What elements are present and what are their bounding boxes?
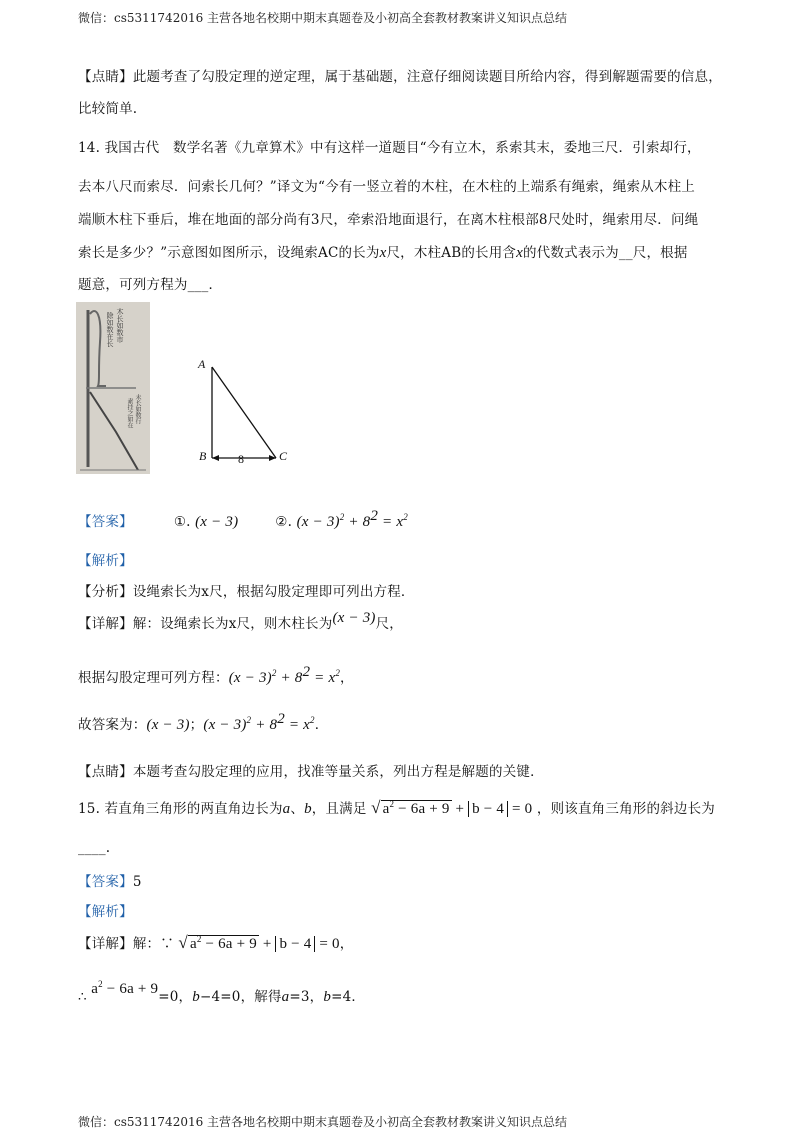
answer14-p2-rhs: = x bbox=[378, 514, 404, 530]
answer14-p1: (x − 3) bbox=[195, 514, 239, 530]
answer15-line: 【答案】5 bbox=[78, 874, 142, 890]
answer14-p1-label: ①. bbox=[173, 514, 191, 530]
q14-line5: 题意，可列方程为___． bbox=[78, 277, 223, 293]
fenxi-line: 【分析】设绳索长为x尺，根据勾股定理即可列出方程． bbox=[78, 584, 415, 600]
ancient-illustration-image bbox=[76, 302, 150, 474]
answer14-p2-label: ②. bbox=[275, 514, 293, 530]
q15-blank: ____. bbox=[78, 840, 111, 856]
xiangjie15-line: 【详解】解：∵ √ $a^2 - 6a + 9 + b - 4 = 0$， bbox=[78, 933, 354, 952]
answer14-row: 【答案】 ①. (x − 3) ②. $(x - 3)^2 + 8^2 = x^2$ bbox=[78, 508, 408, 530]
base-length-label: 8 bbox=[238, 452, 244, 466]
dianjing-2-line: 【点睛】本题考查勾股定理的应用，找准等量关系，列出方程是解题的关键． bbox=[78, 764, 544, 780]
xiangjie15-formula: √ $a^2 - 6a + 9 + b - 4 = 0$ bbox=[178, 933, 340, 952]
q14-line2: 去本八尺而索尽．问索长几何？”译文为“今有一竖立着的木柱，在木柱的上端系有绳索，绳索从木柱上 bbox=[78, 179, 696, 195]
vertex-c-label: C bbox=[279, 449, 288, 463]
dianjing-1-line1: 【点睛】此题考查了勾股定理的逆定理，属于基础题，注意仔细阅读题目所给内容，得到解题需要的信息， bbox=[78, 69, 722, 85]
guda-line: 故答案为：(x − 3)；$(x - 3)^2 + 8^2 = x^2$． bbox=[78, 711, 329, 733]
photo-bottom-text-2: 素挂之如在 bbox=[126, 398, 133, 428]
q14-line3: 端顺木柱下垂后，堆在地面的部分尚有3尺，牵索沿地面退行，在离木柱根部8尺处时，绳索用尽．问绳 bbox=[78, 212, 699, 228]
answer14-p2-rest: + 8 bbox=[344, 514, 371, 530]
q15-condition-formula: √ $a^2 - 6a + 9 + b - 4 = 0$ bbox=[371, 798, 533, 817]
page-header: 微信：cs5311742016 主营各地名校期中期末真题卷及小初高全套教材教案讲义知识点总结 bbox=[78, 11, 568, 25]
dianjing-1-line2: 比较简单. bbox=[78, 101, 138, 117]
jiexi-tag-1: 【解析】 bbox=[78, 553, 133, 569]
vertex-b-label: B bbox=[199, 449, 207, 463]
photo-top-text-2: 除如数在长 bbox=[106, 312, 114, 347]
gougu-line: 根据勾股定理可列方程：$(x - 3)^2 + 8^2 = x^2$， bbox=[78, 664, 354, 686]
xiangjie14-line: 【详解】解：设绳索长为x尺，则木柱长为(x − 3)尺， bbox=[78, 610, 404, 632]
vertex-a-label: A bbox=[198, 357, 206, 371]
q14-line1: 14. 我国古代 数学名著《九章算术》中有这样一道题目“今有立木，系索其末，委地三尺．引索却行， bbox=[78, 140, 701, 156]
triangle-diagram bbox=[195, 355, 305, 470]
jiexi-tag-2: 【解析】 bbox=[78, 904, 133, 920]
photo-bottom-text-1: 未长如数行 bbox=[134, 394, 141, 424]
therefore-formula: $a^2 - 6a + 9$ bbox=[91, 979, 159, 997]
answer14-tag: 【答案】 bbox=[78, 514, 133, 530]
triangle-lines bbox=[195, 355, 305, 470]
q15-line1: 15. 若直角三角形的两直角边长为a、b，且满足 √ $a^2 - 6a + 9 + b - 4 = 0$ ，则该直角三角形的斜边长为 bbox=[78, 798, 715, 817]
photo-top-text-1: 木长如数市 bbox=[116, 308, 124, 343]
q14-line4: 索长是多少？”示意图如图所示，设绳索AC的长为x尺，木柱AB的长用含x的代数式表示为__尺，根据 bbox=[78, 245, 688, 261]
therefore-line: ∴ $a^2 - 6a + 9=0$，b−4=0，解得a=3，b=4． bbox=[78, 979, 366, 1005]
answer14-p2-lhs: (x − 3) bbox=[296, 514, 340, 530]
page-footer: 微信：cs5311742016 主营各地名校期中期末真题卷及小初高全套教材教案讲义知识点总结 bbox=[78, 1115, 568, 1129]
